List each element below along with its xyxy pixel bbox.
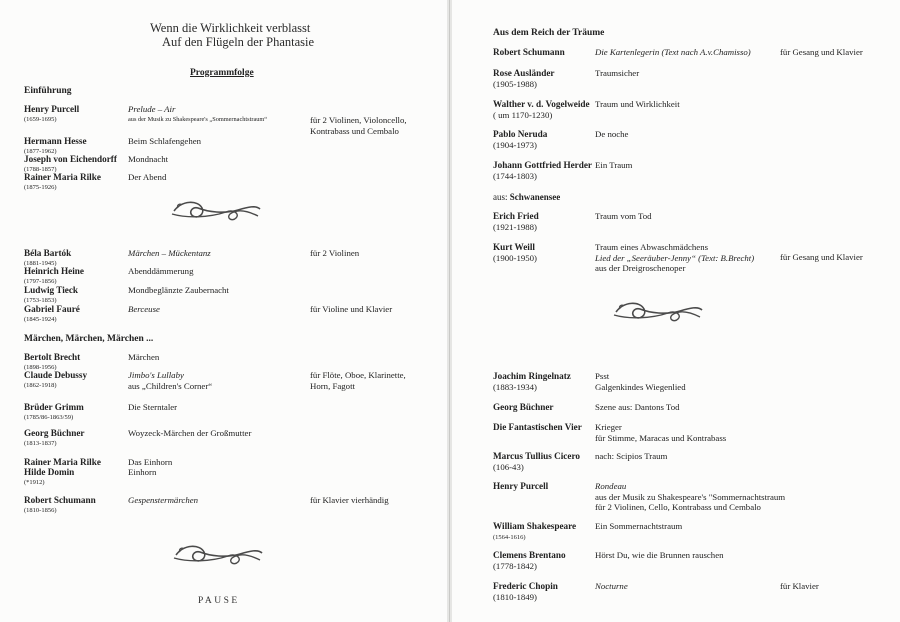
author-name: Kurt Weill [493,242,535,252]
author-name: Heinrich Heine [24,266,84,276]
work-title: Märchen [128,352,160,362]
work-title: Gespenstermärchen [128,495,199,505]
author-name: Georg Büchner [493,402,554,412]
title-line-1: Wenn die Wirklichkeit verblasst [150,21,311,35]
work-title: Woyzeck-Märchen der Großmutter [128,428,252,438]
author-name: Henry Purcell [24,104,80,114]
instrumentation: für 2 Violinen, Violoncello, [310,115,407,125]
work-title: Rondeau [595,481,627,491]
author-dates: (1810-1856) [24,507,57,514]
programmfolge-heading: Programmfolge [190,68,254,78]
work-title: De noche [595,129,629,139]
author-name: Johann Gottfried Herder [493,160,593,170]
work-title: Traum und Wirklichkeit [595,99,680,109]
author-name: Bertolt Brecht [24,352,81,362]
author-dates: (1753-1853) [24,297,57,304]
author-name: Rose Ausländer [493,68,555,78]
author-name: Joseph von Eichendorff [24,154,117,164]
author-name: Hermann Hesse [24,136,87,146]
author-name: Marcus Tullius Cicero [493,451,580,461]
author-dates: (106-43) [493,462,524,472]
work-title: Traum eines Abwaschmädchens [595,242,709,252]
author-name: Claude Debussy [24,370,88,380]
flourish-ornament [170,540,266,570]
author-name: Rainer Maria Rilke [24,457,101,467]
work-subtitle: Galgenkindes Wiegenlied [595,381,686,392]
author-dates: (1905-1988) [493,79,537,89]
instrumentation: für 2 Violinen [310,248,360,258]
work-title: Einhorn [128,467,157,477]
author-dates: (1788-1857) [24,166,57,173]
work-subtitle-2: für 2 Violinen, Cello, Kontrabass und Cembalo [595,502,761,512]
work-title: Berceuse [128,304,160,314]
section-reich-der-traeume: Aus dem Reich der Träume [493,28,605,38]
author-dates: (1921-1988) [493,222,537,232]
author-dates: (1875-1926) [24,184,57,191]
author-dates: (1900-1950) [493,253,537,263]
title-line-2: Auf den Flügeln der Phantasie [162,35,315,49]
aus-line [493,192,560,202]
author-dates: (1564-1616) [493,534,526,541]
aus-work: Schwanensee [509,192,561,202]
work-title: Hörst Du, wie die Brunnen rauschen [595,550,724,560]
aus-label: aus: [493,192,508,202]
author-dates: (*1912) [24,479,45,486]
work-title: Nocturne [595,581,628,591]
author-dates: (1881-1945) [24,260,57,267]
instrumentation-line-2: Kontrabass und Cembalo [310,125,399,136]
work-subtitle: aus der Musik zu Shakespeare's „Sommernachtstraum“ [128,115,268,123]
author-name: Robert Schumann [24,495,96,505]
author-dates: (1778-1842) [493,561,537,571]
author-name: Brüder Grimm [24,402,84,412]
work-subtitle: für Stimme, Maracas und Kontrabass [595,432,727,443]
author-dates: (1904-1973) [493,140,537,150]
author-dates: (1810-1849) [493,592,537,602]
author-dates: (1785/86-1863/59) [24,414,74,421]
left-page [0,0,447,622]
author-dates: (1862-1918) [24,382,57,389]
work-title: Krieger [595,422,622,432]
author-dates: (1898-1956) [24,364,57,371]
right-page [452,0,900,622]
flourish-ornament [610,297,706,327]
instrumentation: für Gesang und Klavier [780,47,863,57]
work-subtitle: aus der Musik zu Shakespeare's "Sommernachtstraum [595,491,786,502]
instrumentation: für Gesang und Klavier [780,252,863,262]
flourish-ornament [168,196,264,226]
instrumentation: für Klavier [780,581,819,591]
work-title: Die Kartenlegerin (Text nach A.v.Chamisso) [595,47,751,57]
work-title: Die Sterntaler [128,402,178,412]
author-name: William Shakespeare [493,521,577,531]
author-name: Walther v. d. Vogelweide [493,99,590,109]
work-title: Traumsicher [595,68,640,78]
work-title: Psst [595,371,610,381]
work-subtitle: aus „Children's Corner“ [128,380,213,391]
work-title: Mondnacht [128,154,169,164]
work-title: Mondbeglänzte Zaubernacht [128,285,229,295]
author-dates: (1877-1962) [24,148,57,155]
pause-label: PAUSE [198,596,240,606]
work-title: Jimbo's Lullaby [128,370,184,380]
work-subtitle-2: aus der Dreigroschenoper [595,263,686,273]
instrumentation-line-2: Horn, Fagott [310,380,355,391]
author-name: Hilde Domin [24,467,75,477]
work-title: Das Einhorn [128,457,173,467]
work-title: Märchen – Mückentanz [128,248,211,258]
instrumentation: für Violine und Klavier [310,304,393,314]
author-name: Joachim Ringelnatz [493,371,571,381]
author-dates: (1797-1856) [24,278,57,285]
work-title: Prelude – Air [128,104,176,114]
work-title: Ein Sommernachtstraum [595,521,683,531]
author-name: Pablo Neruda [493,129,548,139]
author-name: Ludwig Tieck [24,285,79,295]
instrumentation: für Flöte, Oboe, Klarinette, [310,370,406,380]
work-title: Der Abend [128,172,167,182]
work-title: Traum vom Tod [595,211,652,221]
author-dates: ( um 1170-1230) [493,110,553,120]
instrumentation: für Klavier vierhändig [310,495,389,505]
author-name: Erich Fried [493,211,539,221]
work-title: nach: Scipios Traum [595,451,668,461]
work-title: Szene aus: Dantons Tod [595,402,680,412]
section-einfuehrung: Einführung [24,86,72,96]
work-title: Ein Traum [595,160,633,170]
author-name: Frederic Chopin [493,581,558,591]
section-maerchen: Märchen, Märchen, Märchen ... [24,334,154,344]
work-title: Beim Schlafengehen [128,136,202,146]
author-name: Robert Schumann [493,47,565,57]
author-name: Georg Büchner [24,428,85,438]
work-subtitle: Lied der „Seeräuber-Jenny“ (Text: B.Brecht) [595,252,755,263]
author-name: Béla Bartók [24,248,72,258]
author-dates: (1813-1837) [24,440,57,447]
author-name: Clemens Brentano [493,550,566,560]
author-dates: (1883-1934) [493,382,537,392]
author-name: Die Fantastischen Vier [493,422,582,432]
author-dates: (1744-1803) [493,171,537,181]
author-dates: (1845-1924) [24,316,57,323]
author-name: Gabriel Fauré [24,304,80,314]
author-name: Rainer Maria Rilke [24,172,101,182]
author-name: Henry Purcell [493,481,549,491]
work-title: Abenddämmerung [128,266,194,276]
author-dates: (1659-1695) [24,116,57,123]
